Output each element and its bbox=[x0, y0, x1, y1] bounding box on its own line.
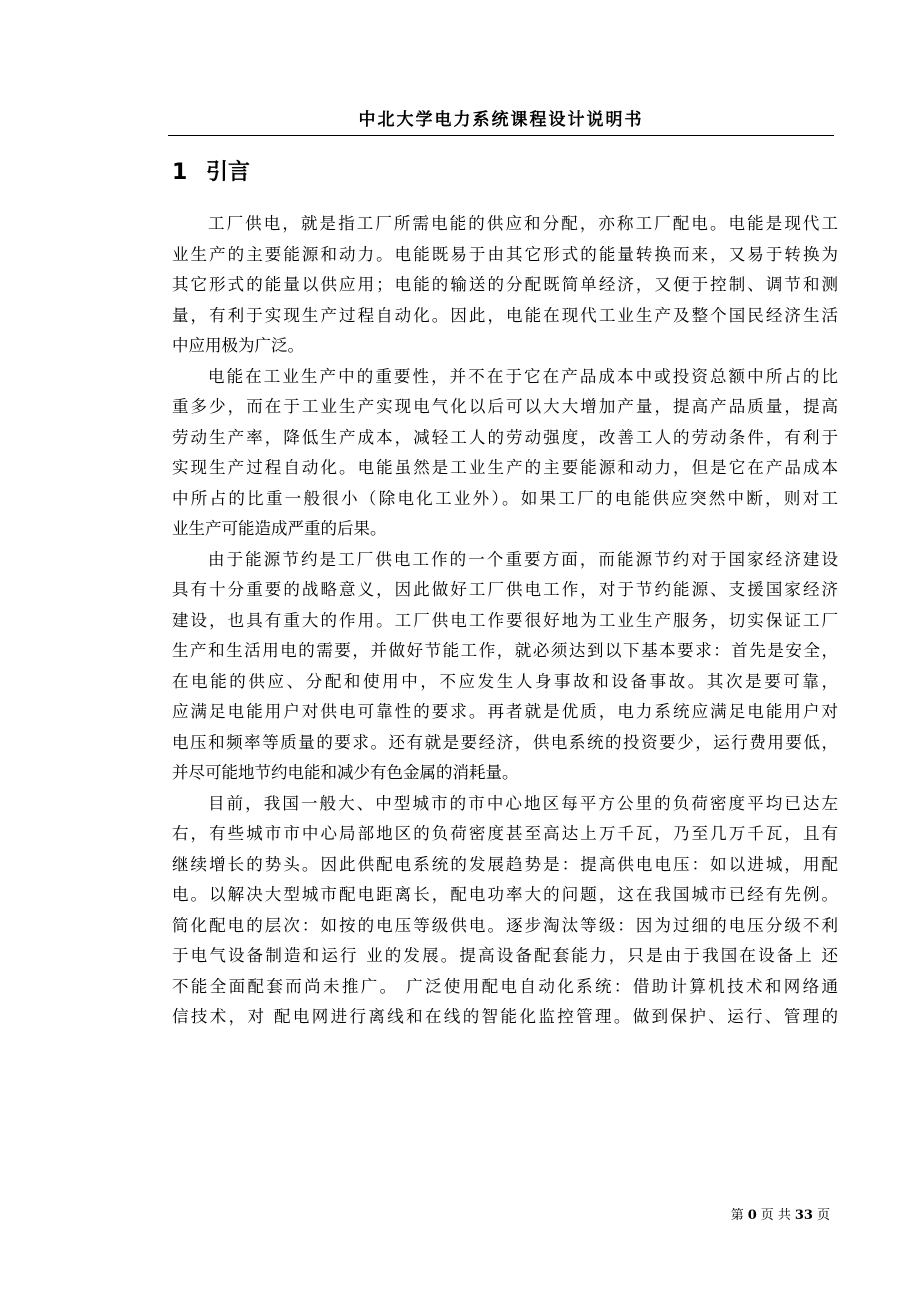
paragraph bbox=[172, 362, 838, 545]
paragraph-line: 信技术，对 配电网进行离线和在线的智能化监控管理。做到保护、运行、管理的 bbox=[172, 1007, 838, 1026]
paragraph bbox=[172, 789, 838, 1033]
paragraph-line: 不能全面配套而尚未推广。 广泛使用配电自动化系统：借助计算机技术和网络通 bbox=[172, 976, 838, 996]
footer-suffix: 页 bbox=[816, 1208, 830, 1223]
section-heading bbox=[172, 156, 250, 190]
paragraph-line: 电压和频率等质量的要求。还有就是要经济，供电系统的投资要少，运行费用要低， bbox=[172, 732, 838, 752]
paragraph-line: 继续增长的势头。因此供配电系统的发展趋势是：提高供电电压：如以进城，用配 bbox=[172, 854, 838, 874]
paragraph-line: 在电能的供应、分配和使用中，不应发生人身事故和设备事故。其次是要可靠， bbox=[172, 671, 838, 691]
page-header-title: 中北大学电力系统课程设计说明书 bbox=[358, 110, 644, 130]
paragraph-line: 于电气设备制造和运行 业的发展。提高设备配套能力，只是由于我国在设备上 还 bbox=[172, 946, 838, 965]
paragraph-line: 劳动生产率，降低生产成本，减轻工人的劳动强度，改善工人的劳动条件，有利于 bbox=[172, 427, 838, 447]
paragraph-line: 中应用极为广泛。 bbox=[172, 336, 304, 355]
paragraph-line: 业生产可能造成严重的后果。 bbox=[172, 519, 387, 538]
footer-total-pages: 33 bbox=[794, 1208, 813, 1223]
paragraph-line: 重多少，而在于工业生产实现电气化以后可以大大增加产量，提高产品质量，提高 bbox=[172, 397, 838, 416]
page-footer bbox=[560, 1206, 830, 1226]
paragraph-line: 生产和生活用电的需要，并做好节能工作，就必须达到以下基本要求：首先是安全， bbox=[172, 641, 838, 660]
paragraph-line: 电。以解决大型城市配电距离长，配电功率大的问题，这在我国城市已经有先例。 bbox=[172, 885, 838, 904]
footer-prefix: 第 bbox=[730, 1208, 744, 1223]
paragraph-line: 量，有利于实现生产过程自动化。因此，电能在现代工业生产及整个国民经济生活 bbox=[172, 305, 838, 325]
paragraph-line: 工厂供电，就是指工厂所需电能的供应和分配，亦称工厂配电。电能是现代工 bbox=[208, 214, 838, 233]
paragraph-line: 中所占的比重一般很小（除电化工业外）。如果工厂的电能供应突然中断，则对工 bbox=[172, 488, 838, 508]
paragraph bbox=[172, 545, 838, 789]
paragraph-line: 其它形式的能量以供应用；电能的输送的分配既简单经济，又便于控制、调节和测 bbox=[172, 275, 838, 294]
paragraph-line: 具有十分重要的战略意义，因此做好工厂供电工作，对于节约能源、支援国家经济 bbox=[172, 580, 838, 599]
paragraph bbox=[172, 209, 838, 362]
header-divider bbox=[168, 135, 834, 136]
paragraph-line: 电能在工业生产中的重要性，并不在于它在产品成本中或投资总额中所占的比 bbox=[208, 366, 838, 386]
paragraph-line: 实现生产过程自动化。电能虽然是工业生产的主要能源和动力，但是它在产品成本 bbox=[172, 458, 838, 477]
footer-current-page: 0 bbox=[747, 1208, 757, 1223]
paragraph-line: 右，有些城市市中心局部地区的负荷密度甚至高达上万千瓦，乃至几万千瓦，且有 bbox=[172, 824, 838, 843]
paragraph-line: 建设，也具有重大的作用。工厂供电工作要很好地为工业生产服务，切实保证工厂 bbox=[172, 610, 838, 630]
paragraph-line: 应满足电能用户对供电可靠性的要求。再者就是优质，电力系统应满足电能用户对 bbox=[172, 702, 838, 721]
section-title: 引言 bbox=[206, 160, 251, 185]
section-number: 1 bbox=[172, 160, 188, 185]
body-text bbox=[172, 209, 838, 1033]
paragraph-line: 目前，我国一般大、中型城市的市中心地区每平方公里的负荷密度平均已达左 bbox=[208, 793, 838, 813]
paragraph-line: 并尽可能地节约电能和减少有色金属的消耗量。 bbox=[172, 763, 519, 782]
paragraph-line: 由于能源节约是工厂供电工作的一个重要方面，而能源节约对于国家经济建设 bbox=[208, 549, 838, 569]
footer-middle: 页 共 bbox=[760, 1208, 791, 1223]
paragraph-line: 业生产的主要能源和动力。电能既易于由其它形式的能量转换而来，又易于转换为 bbox=[172, 244, 838, 264]
paragraph-line: 简化配电的层次：如按的电压等级供电。逐步淘汰等级：因为过细的电压分级不利 bbox=[172, 915, 838, 935]
